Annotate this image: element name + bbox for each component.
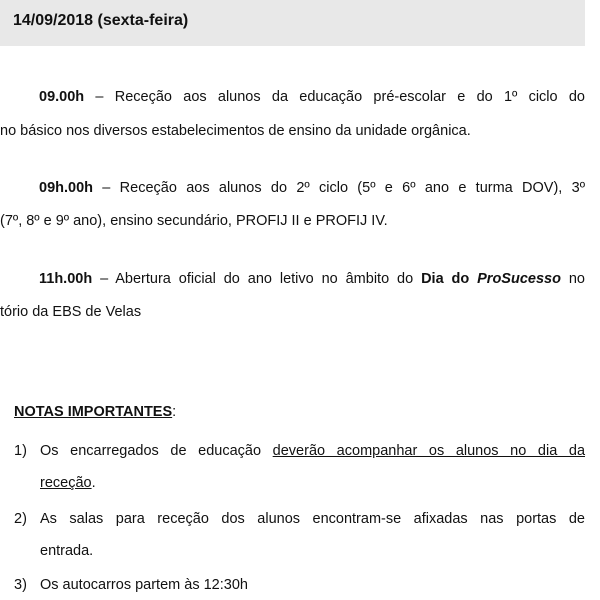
note-item-2-number: 2)	[14, 511, 27, 527]
event-description-end: no	[560, 271, 585, 287]
note-item-2-line2: entrada.	[40, 543, 94, 559]
notes-heading-colon: :	[172, 404, 177, 420]
event-0900-line2: no básico nos diversos estabelecimentos de ensino da unidade orgânica.	[0, 123, 471, 139]
notes-heading	[14, 404, 176, 420]
event-description: – Receção aos alunos da educação pré-escolar e do 1º ciclo do	[84, 89, 585, 105]
note-text-end: .	[91, 475, 96, 491]
note-item-1-number: 1)	[14, 443, 27, 459]
event-1100-line1	[39, 271, 585, 287]
event-time: 09h.00h	[39, 180, 93, 196]
event-0900b-line1	[39, 180, 585, 196]
event-1100-line2: tório da EBS de Velas	[0, 304, 142, 320]
notes-heading-text: NOTAS IMPORTANTES	[14, 404, 173, 420]
note-item-1-line1	[40, 443, 585, 459]
event-0900-line1	[39, 89, 585, 105]
note-item-3-line1: Os autocarros partem às 12:30h	[40, 577, 248, 593]
note-text-underlined: deverão acompanhar os alunos no dia da	[272, 443, 586, 459]
event-description: – Receção aos alunos do 2º ciclo (5º e 6º ano e turma DOV), 3º	[93, 180, 585, 196]
date-heading: 14/09/2018 (sexta-feira)	[13, 12, 189, 29]
event-time: 11h.00h	[39, 271, 93, 287]
event-program-name: ProSucesso	[477, 271, 561, 287]
note-text: Os encarregados de educação	[40, 443, 273, 459]
event-0900b-line2: (7º, 8º e 9º ano), ensino secundário, PROFIJ II e PROFIJ IV.	[0, 213, 388, 229]
event-day-name: Dia do	[421, 271, 478, 287]
date-header-bar	[0, 0, 585, 46]
note-item-2-line1: As salas para receção dos alunos encontram-se afixadas nas portas de	[40, 511, 585, 527]
event-description: – Abertura oficial do ano letivo no âmbito do	[92, 271, 422, 287]
event-time: 09.00h	[39, 89, 85, 105]
note-item-3-number: 3)	[14, 577, 27, 593]
note-text-underlined: receção	[40, 475, 92, 491]
note-item-1-line2	[40, 475, 96, 491]
